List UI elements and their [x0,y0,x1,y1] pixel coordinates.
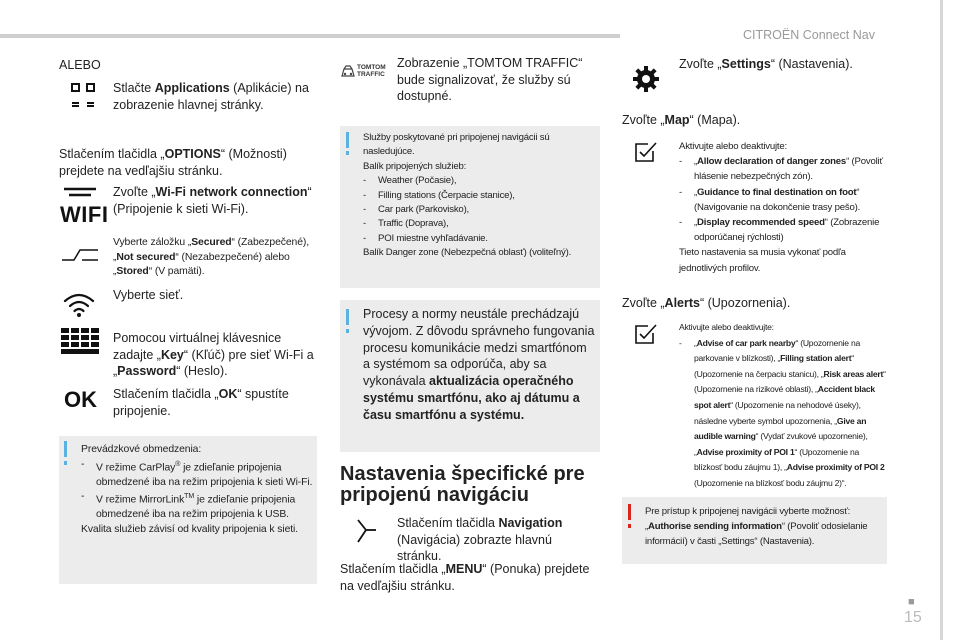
select-network-instruction: Vyberte sieť. [113,288,184,302]
info-bar-blue [346,132,349,148]
list-item: - Traffic (Doprava), [363,217,599,231]
list-item: - V režime MirrorLink™ je zdieľanie pripojenia obmedzené iba na režim pripojenia k USB. [81,490,313,523]
warning-bar-red [628,524,631,528]
danger-zone-package: Balík Danger zone (Nebezpečná oblasť) (voliteľný). [363,247,572,259]
limitations-title: Prevádzkové obmedzenia: [81,444,202,455]
warning-bar-red [628,504,631,520]
services-text [363,131,599,261]
settings-gear-icon [632,65,660,93]
list-item: - Car park (Parkovisko), [363,203,599,217]
tomtom-label: TOMTOM TRAFFIC [357,64,386,78]
list-item: - „Display recommended speed“ (Zobrazenie odporúčanej rýchlosti) [679,215,889,245]
wifi-arcs-icon [60,185,100,199]
tabs-instruction: Vyberte záložku „Secured“ (Zabezpečené), „Not secured“ (Nezabezpečené) alebo „Stored“ (V pamäti). [113,237,310,278]
quality-note: Kvalita služieb závisí od kvality pripojenia k sieti. [81,523,299,535]
applications-grid-icon [70,82,96,108]
page-number: 15 [904,609,922,626]
list-item: - „Advise of car park nearby“ (Upozornenie na parkovanie v blízkosti), „Filling station alert“ (Upozornenie na čerpaciu stanicu), „Risk areas alert“ (Upozornenie na rizikové oblasti), „Accident black spot alert“ (Upozornenie na nehodové úseky), následne vyberte symbol upozornenia, „Give an audible warning“ (Vydať zvukové upozornenie), „Advise proximity of POI 1“ (Upozornenie na blízkosť bodu záujmu 1), „Advise proximity of POI 2 (Upozornenie na blízkosť bodu záujmu 2)“. [679,336,889,492]
alerts-options-text: Aktivujte alebo deaktivujte: - „Advise of car park nearby“ (Upozornenie na parkovanie v blízkosti), „Filling station alert“ (Upozornenie na čerpaciu stanicu), „Risk areas alert“ (Upozornenie na rizikové oblasti), „Accident black spot alert“ (Upozornenie na nehodové úseky), následne vyberte symbol upozornenia, „Give an audible warning“ (Vydať zvukové upozornenie), „Advise proximity of POI 1“ (Upozornenie na blízkosť bodu záujmu 1), „Advise proximity of POI 2 (Upozornenie na blízkosť bodu záujmu 2)“. [679,320,889,492]
wifi-connection-instruction: Zvoľte „Wi-Fi network connection“ (Pripojenie k sieti Wi-Fi). [113,185,312,216]
services-intro: Služby poskytované pri pripojenej navigácii sú nasledujúce. [363,132,550,158]
ok-text-icon: OK [64,387,97,412]
info-bar-blue [346,329,349,333]
key-password-instruction: Pomocou virtuálnej klávesnice zadajte „Key“ (Kľúč) pre sieť Wi-Fi a „Password“ (Heslo). [113,331,314,378]
alebo-label: ALEBO [59,58,101,72]
list-item: - „Guidance to final destination on foot“ (Navigovanie na dokončenie trasy pešo). [679,185,889,215]
procedures-text: Procesy a normy neustále prechádzajú vývojom. Z dôvodu správneho fungovania procesu komunikácie medzi smartfónom a systémom sa odporúča, aby sa vykonávala aktualizácia operačného systému smartfónu, ako aj dátumu a času smartfónu a systému. [363,307,595,422]
list-item: - Filling stations (Čerpacie stanice), [363,189,599,203]
limitations-text [81,443,313,538]
wifi-text-icon: WIFI [60,202,109,227]
list-item: - Weather (Počasie), [363,174,599,188]
keyboard-icon [61,328,99,354]
checkbox-icon [634,141,658,163]
warning-text: Pre prístup k pripojenej navigácii vyberte možnosť: „Authorise sending information“ (Povoliť odosielanie informácií) v časti „Settings“ (Nastavenia). [645,506,868,548]
tomtom-instruction: Zobrazenie „TOMTOM TRAFFIC“ bude signalizovať, že služby sú dostupné. [397,56,583,103]
info-bar-blue [346,151,349,155]
wifi-signal-icon [62,292,96,318]
info-bar-blue [64,461,67,465]
tab-selector-icon [60,248,100,262]
list-item: - V režime CarPlay® je zdieľanie pripojenia obmedzené iba na režim pripojenia k sieti Wi-Fi. [81,458,313,491]
header-title: CITROËN Connect Nav [743,28,875,42]
section-heading: Nastavenia špecifické pre pripojenú navigáciu [340,463,585,506]
footer-marker: ■ [908,596,915,608]
services-package: Balík pripojených služieb: [363,160,467,172]
info-bar-blue [64,441,67,457]
header-rule [0,34,620,38]
tomtom-traffic-icon [340,64,356,78]
list-item: - POI miestne vyhľadávanie. [363,232,599,246]
profile-note: Tieto nastavenia sa musia vykonať podľa jednotlivých profilov. [679,247,846,274]
map-options-text: Aktivujte alebo deaktivujte: - „Allow declaration of danger zones“ (Povoliť hlásenie nebezpečných zón). - „Guidance to final destination on foot“ (Navigovanie na dokončenie trasy pešo). - „Display recommended speed“ (Zobrazenie odporúčanej rýchlosti) Tieto nastavenia sa musia vykonať podľa jednotlivých profilov. [679,139,889,276]
list-item: - „Allow declaration of danger zones“ (Povoliť hlásenie nebezpečných zón). [679,154,889,184]
navigation-arrow-icon [356,518,378,544]
map-instruction: Zvoľte „Map“ (Mapa). [622,113,741,127]
side-edge [940,0,943,640]
settings-instruction: Zvoľte „Settings“ (Nastavenia). [679,57,853,71]
alerts-instruction: Zvoľte „Alerts“ (Upozornenia). [622,296,791,310]
info-bar-blue [346,309,349,325]
menu-instruction: Stlačením tlačidla „MENU“ (Ponuka) prejdete na vedľajšiu stránku. [340,562,590,593]
navigation-instruction: Stlačením tlačidla Navigation (Navigácia) zobrazte hlavnú stránku. [397,516,563,563]
applications-instruction: Stlačte Applications (Aplikácie) na zobrazenie hlavnej stránky. [113,81,309,112]
ok-instruction: Stlačením tlačidla „OK“ spustíte pripojenie. [113,387,289,418]
checkbox-icon [634,323,658,345]
options-instruction: Stlačením tlačidla „OPTIONS“ (Možnosti) prejdete na vedľajšiu stránku. [59,147,287,178]
